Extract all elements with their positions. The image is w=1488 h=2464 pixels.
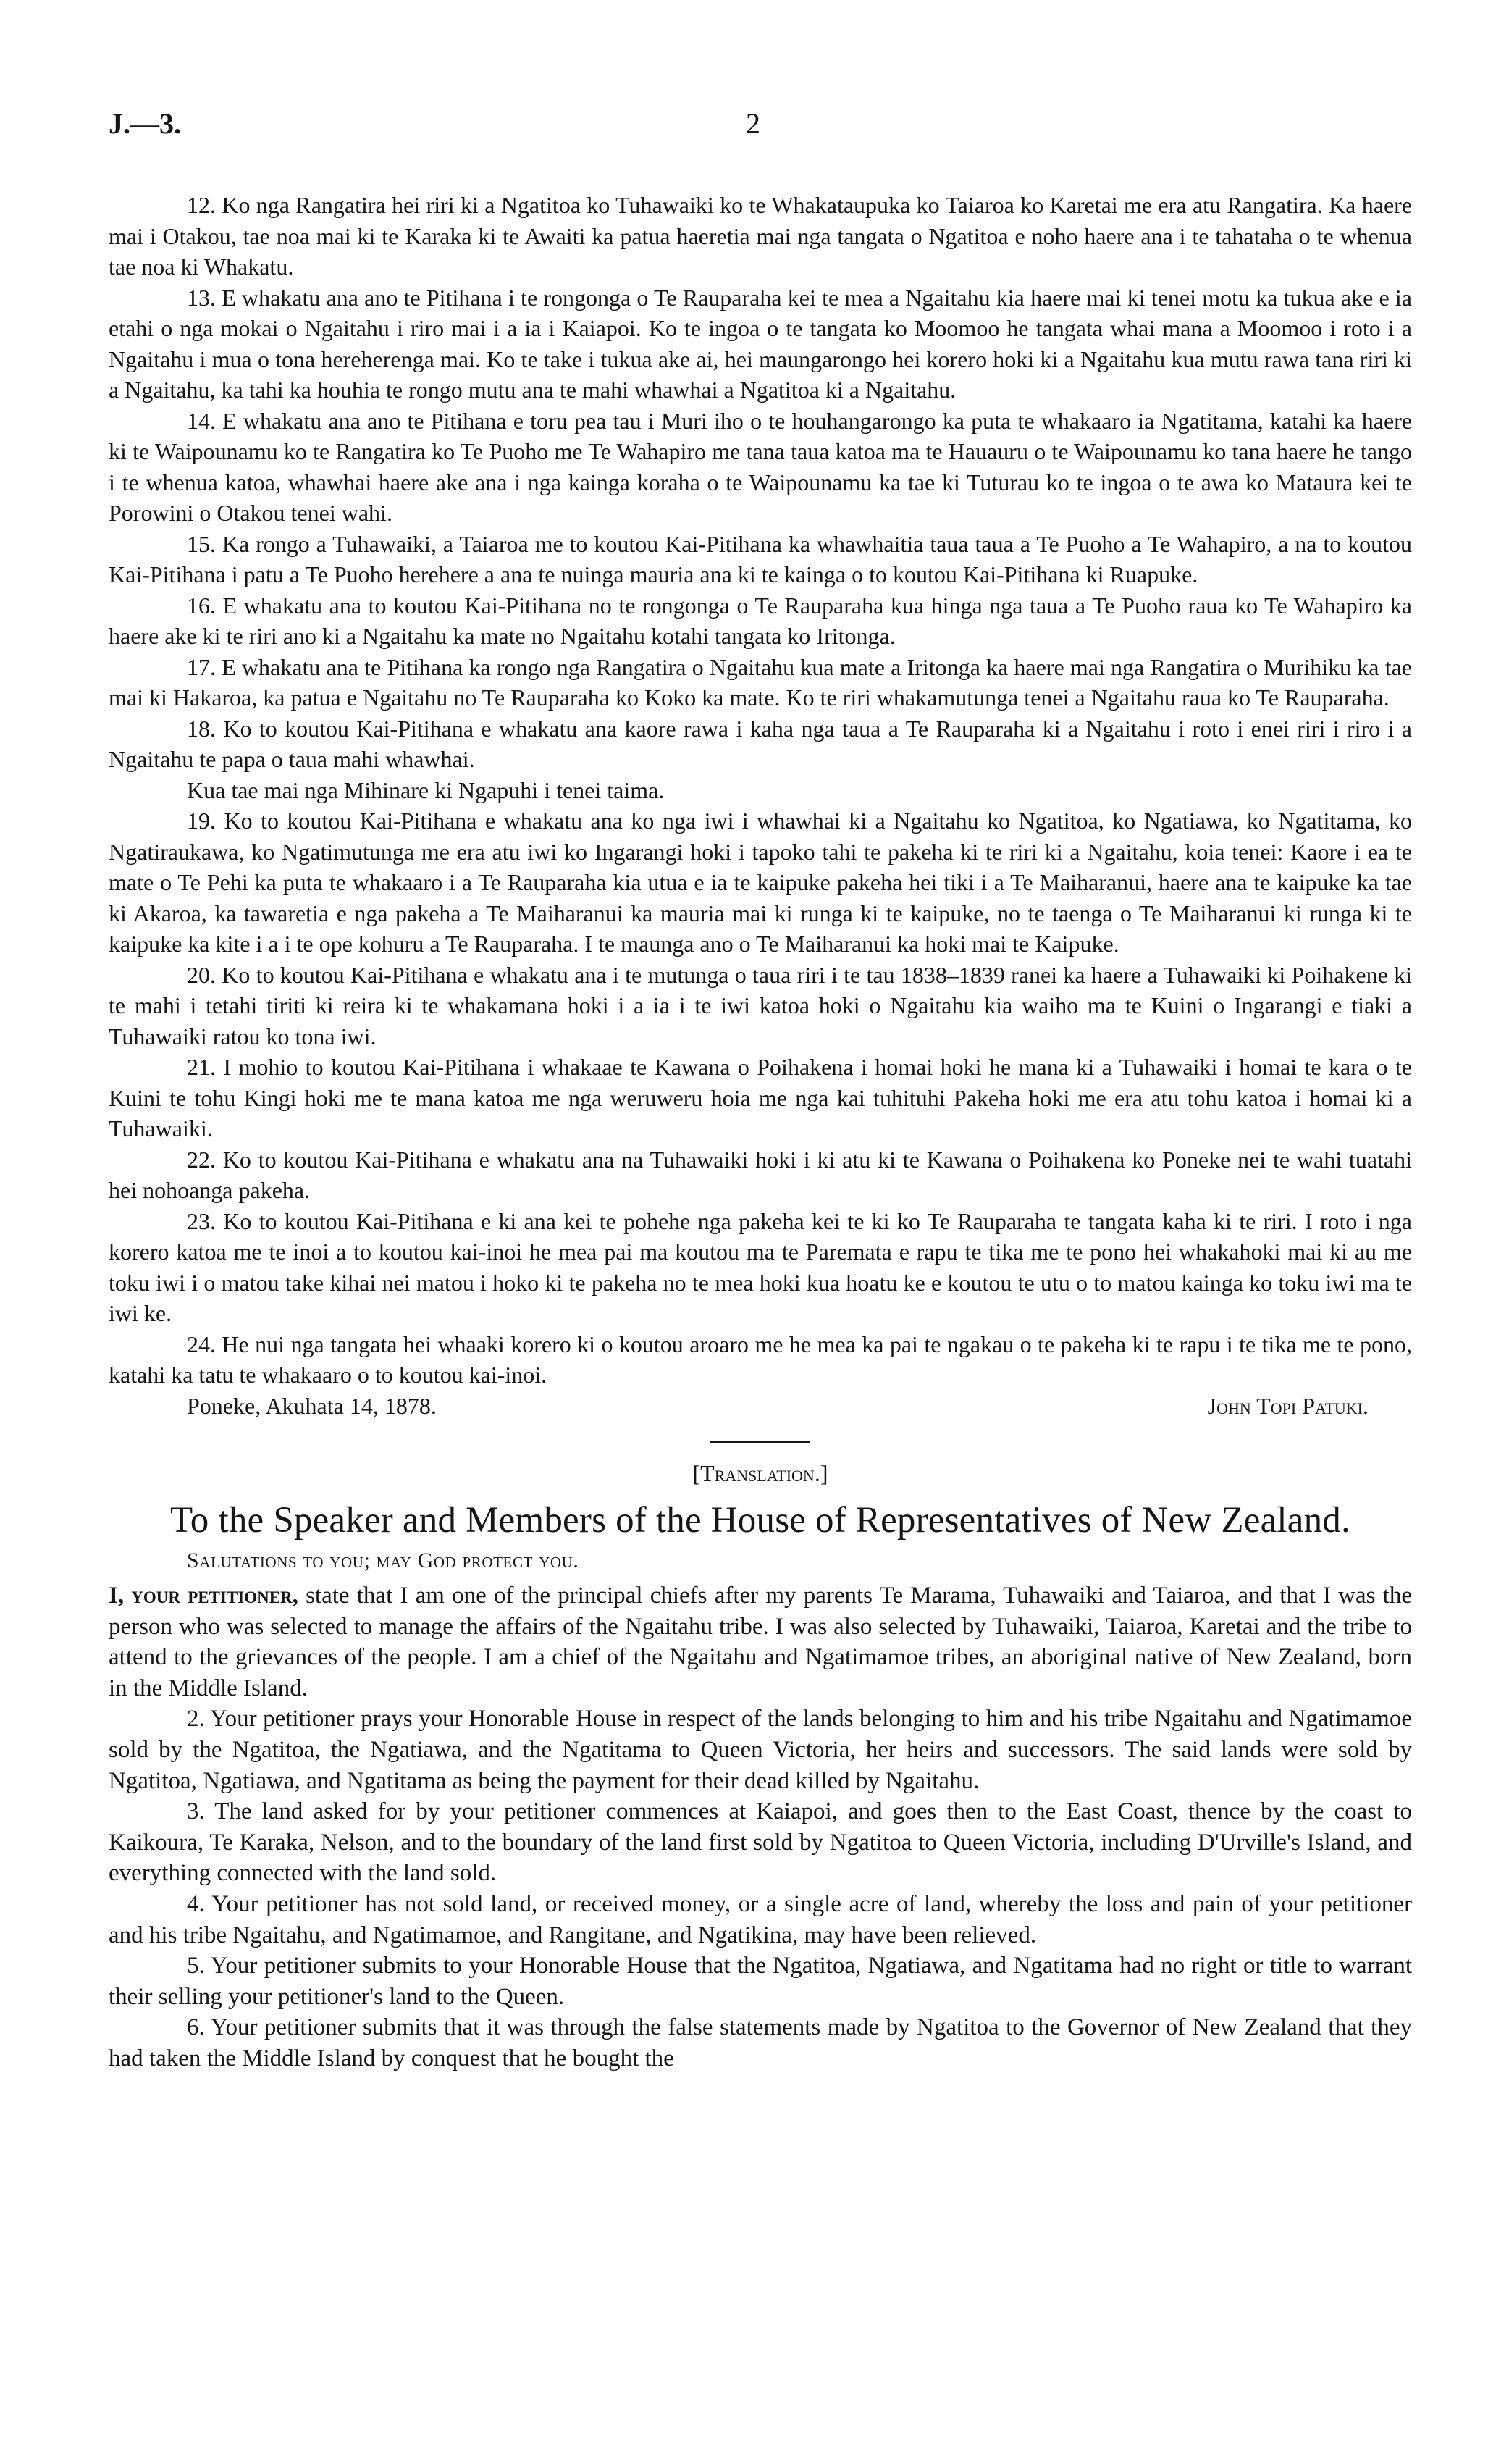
page-number: 2	[746, 107, 760, 140]
maori-paragraph: 22. Ko to koutou Kai-Pitihana e whakatu ana na Tuhawaiki hoki i ki atu ki te Kawana o Poihakena ko Poneke nei te wahi tuatahi hei nohoanga pakeha.	[109, 1146, 1412, 1203]
signature-line	[109, 1391, 1412, 1422]
translation-salutation: Salutations to you; may God protect you.	[187, 1548, 579, 1572]
translation-paragraph: 3. The land asked for by your petitioner commences at Kaiapoi, and goes then to the East Coast, thence by the coast to Kaikoura, Te Karaka, Nelson, and to the boundary of the land first sold by Ngatitoa to Queen Victoria, including D'Urville's Island, and everything connected with the land sold.	[109, 1798, 1412, 1887]
maori-paragraph: 16. E whakatu ana to koutou Kai-Pitihana no te rongonga o Te Rauparaha kua hinga nga taua a Te Puoho raua ko Te Wahapiro ka haere ake ki te riri ano ki a Ngaitahu ka mate no Ngaitahu kotahi tangata ko Iritonga.	[109, 592, 1412, 649]
maori-paragraph: 17. E whakatu ana te Pitihana ka rongo nga Rangatira o Ngaitahu kua mate a Iritonga ka haere mai nga Rangatira o Murihiku ka tae mai ki Hakaroa, ka patua e Ngaitahu no Te Rauparaha ko Koko ka mate. Ko te riri whakamutunga tenei a Ngaitahu raua ko Te Rauparaha.	[109, 653, 1412, 711]
translation-label: [Translation.]	[692, 1460, 828, 1486]
maori-paragraph: 15. Ka rongo a Tuhawaiki, a Taiaroa me to koutou Kai-Pitihana ka whawhaitia taua taua a Te Puoho a Te Wahapiro, a na to koutou Kai-Pitihana i patu a Te Puoho herehere a ana te nuinga mauria ana ki te kainga o to koutou Kai-Pitihana ki Ruapuke.	[109, 530, 1412, 587]
petitioner-lead-words: I, your petitioner,	[109, 1583, 298, 1609]
translation-paragraph	[109, 1580, 1412, 1704]
translation-paragraph: 5. Your petitioner submits to your Honorable House that the Ngatitoa, Ngatiawa, and Ngatitama had no right or title to warrant their selling your petitioner's land to the Queen.	[109, 1953, 1412, 2010]
maori-paragraph: 19. Ko to koutou Kai-Pitihana e whakatu ana ko nga iwi i whawhai ki a Ngaitahu ko Ngatitoa, ko Ngatiawa, ko Ngatitama, ko Ngatiraukawa, ko Ngatimutunga me era atu iwi ko Ingarangi hoki i tapoko tahi te pakeha ki te riri ki a Ngaitahu, koia tenei: Kaore i ea te mate o Te Pehi ka puta te whakaaro i a Te Rauparaha kia utua e ia te kaipuke pakeha hei tiki i a Te Maiharanui, haere ana te kaipuke ka tae ki Akaroa, ka tawaretia e nga pakeha a Te Maiharanui ka mauria mai ki runga ki te kaipuke, no te taenga o Te Maiharanui ki runga ki te kaipuke ka kite i a i te ope kohuru a Te Rauparaha. I te maunga ano o Te Maiharanui ka hoki mai te Kaipuke.	[109, 808, 1412, 957]
page-header	[109, 109, 1412, 152]
maori-paragraph: 13. E whakatu ana ano te Pitihana i te rongonga o Te Rauparaha kei te mea a Ngaitahu kia haere mai ki tenei motu ka tukua ake e ia etahi o nga mokai o Ngaitahu i riro mai i a ia i Kaiapoi. Ko te ingoa o te tangata ko Moomoo he tangata whai mana a Moomoo i roto i a Ngaitahu i mua o tona hereherenga mai. Ko te take i tukua ake ai, hei maungarongo hei korero hoki ki a Ngaitahu kua mutu rawa tana riri ki a Ngaitahu, ka tahi ka houhia te rongo mutu ana te mahi whawhai a Ngatitoa ki a Ngaitahu.	[109, 284, 1412, 403]
maori-paragraph: Kua tae mai nga Mihinare ki Ngapuhi i tenei taima.	[187, 776, 665, 803]
translation-paragraph: 6. Your petitioner submits that it was through the false statements made by Ngatitoa to the Governor of New Zealand that they had taken the Middle Island by conquest that he bought the	[109, 2014, 1412, 2071]
page-identifier: J.—3.	[109, 107, 181, 140]
section-divider	[710, 1441, 810, 1443]
translation-paragraph: 4. Your petitioner has not sold land, or received money, or a single acre of land, whereby the loss and pain of your petitioner and his tribe Ngaitahu, and Ngatimamoe, and Rangitane, and Ngatikina, may have been relieved.	[109, 1890, 1412, 1948]
translation-paragraph-rest: state that I am one of the principal chiefs after my parents Te Marama, Tuhawaiki and Taiaroa, and that I was the person who was selected to manage the affairs of the Ngaitahu tribe. I was also selected by Tuhawaiki, Taiaroa, Karetai and the tribe to attend to the grievances of the people. I am a chief of the Ngaitahu and Ngatimamoe tribes, an aboriginal native of New Zealand, born in the Middle Island.	[109, 1583, 1412, 1701]
translation-title: To the Speaker and Members of the House of Representatives of New Zealand.	[170, 1499, 1350, 1541]
signature-name: John Topi Patuki.	[1207, 1392, 1369, 1419]
maori-text-section	[109, 190, 1412, 1421]
maori-paragraph: 14. E whakatu ana ano te Pitihana e toru pea tau i Muri iho o te houhangarongo ka puta te whakaaro ia Ngatitama, katahi ka haere ki te Waipounamu ko te Rangatira ko Te Puoho me Te Wahapiro me tana taua katoa ma te Hauauru o te Waipounamu ko tana haere he tango i te whenua katoa, whawhai haere ake ana i nga kainga koraha o te Waipounamu ka tae ki Tuturau ko te ingoa o te awa ko Mataura kei te Porowini o Otakou tenei wahi.	[109, 407, 1412, 526]
maori-paragraph: 24. He nui nga tangata hei whaaki korero ki o koutou aroaro me he mea ka pai te ngakau o te pakeha ki te rapu i te tika me te pono, katahi ka tatu te whakaaro o to koutou kai-inoi.	[109, 1331, 1412, 1388]
translation-paragraph: 2. Your petitioner prays your Honorable House in respect of the lands belonging to him and his tribe Ngaitahu and Ngatimamoe sold by the Ngatitoa, the Ngatiawa, and the Ngatitama to Queen Victoria, her heirs and successors. The said lands were sold by Ngatitoa, Ngatiawa, and Ngatitama as being the payment for their dead killed by Ngaitahu.	[109, 1706, 1412, 1794]
translation-section	[109, 1458, 1412, 2074]
maori-paragraph: 18. Ko to koutou Kai-Pitihana e whakatu ana kaore rawa i kaha nga taua a Te Rauparaha ki a Ngaitahu i roto i enei riri i riro i a Ngaitahu te papa o taua mahi whawhai.	[109, 715, 1412, 772]
signature-place-date: Poneke, Akuhata 14, 1878.	[187, 1392, 437, 1419]
maori-paragraph: 12. Ko nga Rangatira hei riri ki a Ngatitoa ko Tuhawaiki ko te Whakataupuka ko Taiaroa ko Karetai me era atu Rangatira. Ka haere mai i Otakou, tae noa mai ki te Karaka ki te Awaiti ka patua haeretia mai nga tangata o Ngatitoa e noho haere ana i te tahataha o te whenua tae noa ki Whakatu.	[109, 192, 1412, 280]
maori-paragraph: 23. Ko to koutou Kai-Pitihana e ki ana kei te pohehe nga pakeha kei te ki ko Te Rauparaha te tangata kaha ki te riri. I roto i nga korero katoa me te inoi a to koutou kai-inoi he mea pai ma koutou ma te Paremata e rapu te tika me te pono hei whakahoki mai ki au me toku iwi i o matou take kihai nei matou i hoko ki te pakeha no te mea hoki kua hoatu ke e koutou te utu o to matou kainga ko toku iwi ma te iwi ke.	[109, 1207, 1412, 1326]
maori-paragraph: 20. Ko to koutou Kai-Pitihana e whakatu ana i te mutunga o taua riri i te tau 1838–1839 ranei ka haere a Tuhawaiki ki Poihakene ki te mahi i tetahi tiriti ki reira ki te whakamana hoki i a ia i te iwi katoa hoki o Ngaitahu kia waiho ma te Kuini o Ingarangi e tiaki a Tuhawaiki ratou ko tona iwi.	[109, 961, 1412, 1049]
maori-paragraph: 21. I mohio to koutou Kai-Pitihana i whakaae te Kawana o Poihakena i homai hoki he mana ki a Tuhawaiki i homai te kara o te Kuini te tohu Kingi hoki me te mana katoa me nga weruweru hoia me nga kai tuhituhi Pakeha hoki me era atu tohu katoa i homai ki a Tuhawaiki.	[109, 1054, 1412, 1141]
